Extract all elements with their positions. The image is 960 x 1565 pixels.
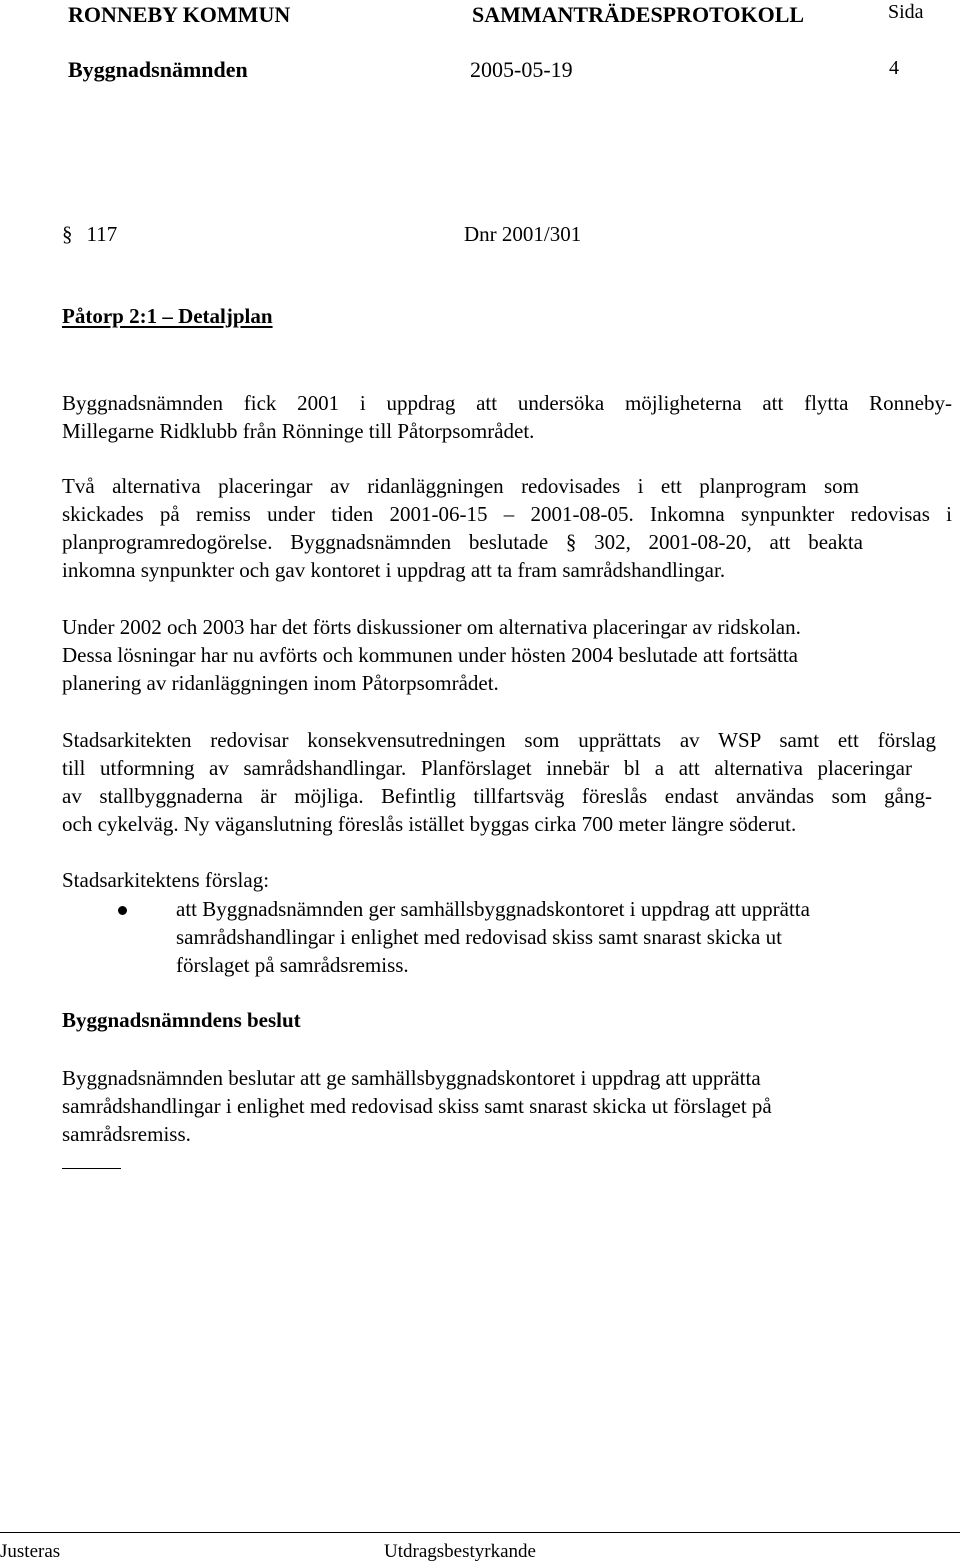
end-rule <box>62 1168 121 1169</box>
bullet-line: att Byggnadsnämnden ger samhällsbyggnadskontoret i uppdrag att upprätta <box>176 897 810 921</box>
meeting-date: 2005-05-19 <box>470 57 573 82</box>
page-number: 4 <box>889 57 899 79</box>
bullet-line: samrådshandlingar i enlighet med redovisad skiss samt snarast skicka ut <box>176 925 782 949</box>
paragraph-3 <box>62 613 952 697</box>
decision-text <box>62 1064 952 1148</box>
bullet-icon <box>118 906 127 915</box>
decision-line: samrådsremiss. <box>62 1122 191 1146</box>
paragraph-1 <box>62 389 952 445</box>
paragraph-4 <box>62 726 952 838</box>
footer-utdragsbestyrkande: Utdragsbestyrkande <box>384 1541 536 1562</box>
section-symbol: § <box>62 222 73 246</box>
paragraph-line: inkomna synpunkter och gav kontoret i uppdrag att ta fram samrådshandlingar. <box>62 558 726 582</box>
paragraph-line: skickades på remiss under tiden 2001-06-15 – 2001-08-05. Inkomna synpunkter redovisas i <box>62 502 952 526</box>
paragraph-line: till utformning av samrådshandlingar. Planförslaget innebär bl a att alternativa placeringar <box>62 756 912 780</box>
diary-number: Dnr 2001/301 <box>464 222 582 246</box>
proposal-bullet <box>176 895 916 979</box>
committee-name: Byggnadsnämnden <box>68 57 248 82</box>
paragraph-2 <box>62 472 952 584</box>
paragraph-line: planering av ridanläggningen inom Påtorpsområdet. <box>62 671 499 695</box>
bullet-line: förslaget på samrådsremiss. <box>176 953 409 977</box>
item-number: 117 <box>86 222 118 246</box>
footer-rule <box>0 1532 960 1533</box>
paragraph-line: Under 2002 och 2003 har det förts diskussioner om alternativa placeringar av ridskolan. <box>62 615 801 639</box>
paragraph-line: och cykelväg. Ny väganslutning föreslås istället byggas cirka 700 meter längre söderut. <box>62 812 797 836</box>
paragraph-line: Millegarne Ridklubb från Rönninge till Påtorpsområdet. <box>62 419 535 443</box>
paragraph-line: Byggnadsnämnden fick 2001 i uppdrag att undersöka möjligheterna att flytta Ronneby- <box>62 391 952 415</box>
footer-justeras: Justeras <box>0 1541 61 1562</box>
paragraph-line: Dessa lösningar har nu avförts och kommunen under hösten 2004 beslutade att fortsätta <box>62 643 798 667</box>
decision-line: samrådshandlingar i enlighet med redovisad skiss samt snarast skicka ut förslaget på <box>62 1094 772 1118</box>
decision-line: Byggnadsnämnden beslutar att ge samhällsbyggnadskontoret i uppdrag att upprätta <box>62 1066 761 1090</box>
proposal-heading: Stadsarkitektens förslag: <box>62 868 270 892</box>
item-number-line <box>62 220 117 248</box>
paragraph-line: Stadsarkitekten redovisar konsekvensutredningen som upprättats av WSP samt ett förslag <box>62 728 936 752</box>
item-title: Påtorp 2:1 – Detaljplan <box>62 304 273 328</box>
page-label: Sida <box>888 1 924 23</box>
paragraph-line: Två alternativa placeringar av ridanläggningen redovisades i ett planprogram som <box>62 474 859 498</box>
decision-heading: Byggnadsnämndens beslut <box>62 1008 301 1032</box>
paragraph-line: planprogramredogörelse. Byggnadsnämnden beslutade § 302, 2001-08-20, att beakta <box>62 530 863 554</box>
paragraph-line: av stallbyggnaderna är möjliga. Befintlig tillfartsväg föreslås endast användas som gång- <box>62 784 932 808</box>
org-name: RONNEBY KOMMUN <box>68 2 291 27</box>
document-type: SAMMANTRÄDESPROTOKOLL <box>472 2 805 27</box>
